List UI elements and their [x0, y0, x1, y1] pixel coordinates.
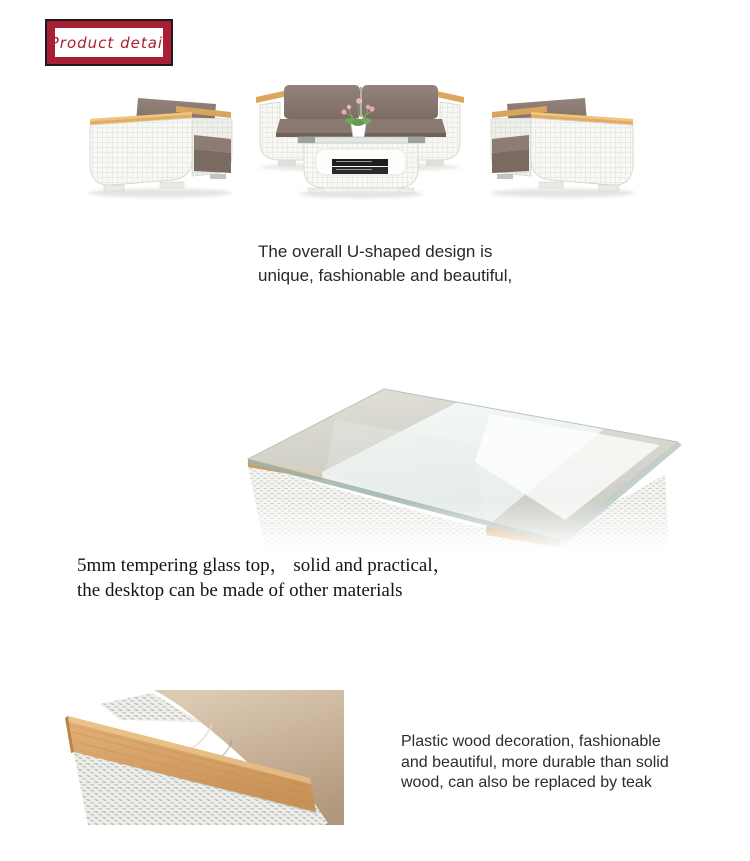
caption-glass-top	[77, 553, 452, 603]
badge-inner-frame	[49, 28, 169, 57]
sofa-set-image	[80, 75, 640, 205]
caption-overview-line1: The overall U-shaped design is	[258, 242, 493, 261]
left-armchair	[88, 98, 232, 198]
caption-overview	[258, 240, 512, 288]
badge-label: Product detail	[49, 33, 169, 52]
caption-glass-line2: the desktop can be made of other materials	[77, 580, 403, 601]
glass-table-image	[235, 372, 685, 550]
caption-armrest-line1: Plastic wood decoration, fashionable	[401, 733, 661, 750]
caption-armrest	[401, 732, 669, 794]
product-detail-badge	[45, 19, 173, 66]
armrest-image	[62, 690, 344, 825]
caption-armrest-line2: and beautiful, more durable than solid	[401, 753, 669, 771]
caption-overview-line2: unique, fashionable and beautiful,	[258, 266, 513, 285]
caption-glass-line1: 5mm tempering glass top， solid and practical，	[77, 555, 452, 576]
right-armchair	[491, 98, 635, 198]
caption-armrest-line3: wood, can also be replaced by teak	[401, 774, 652, 791]
